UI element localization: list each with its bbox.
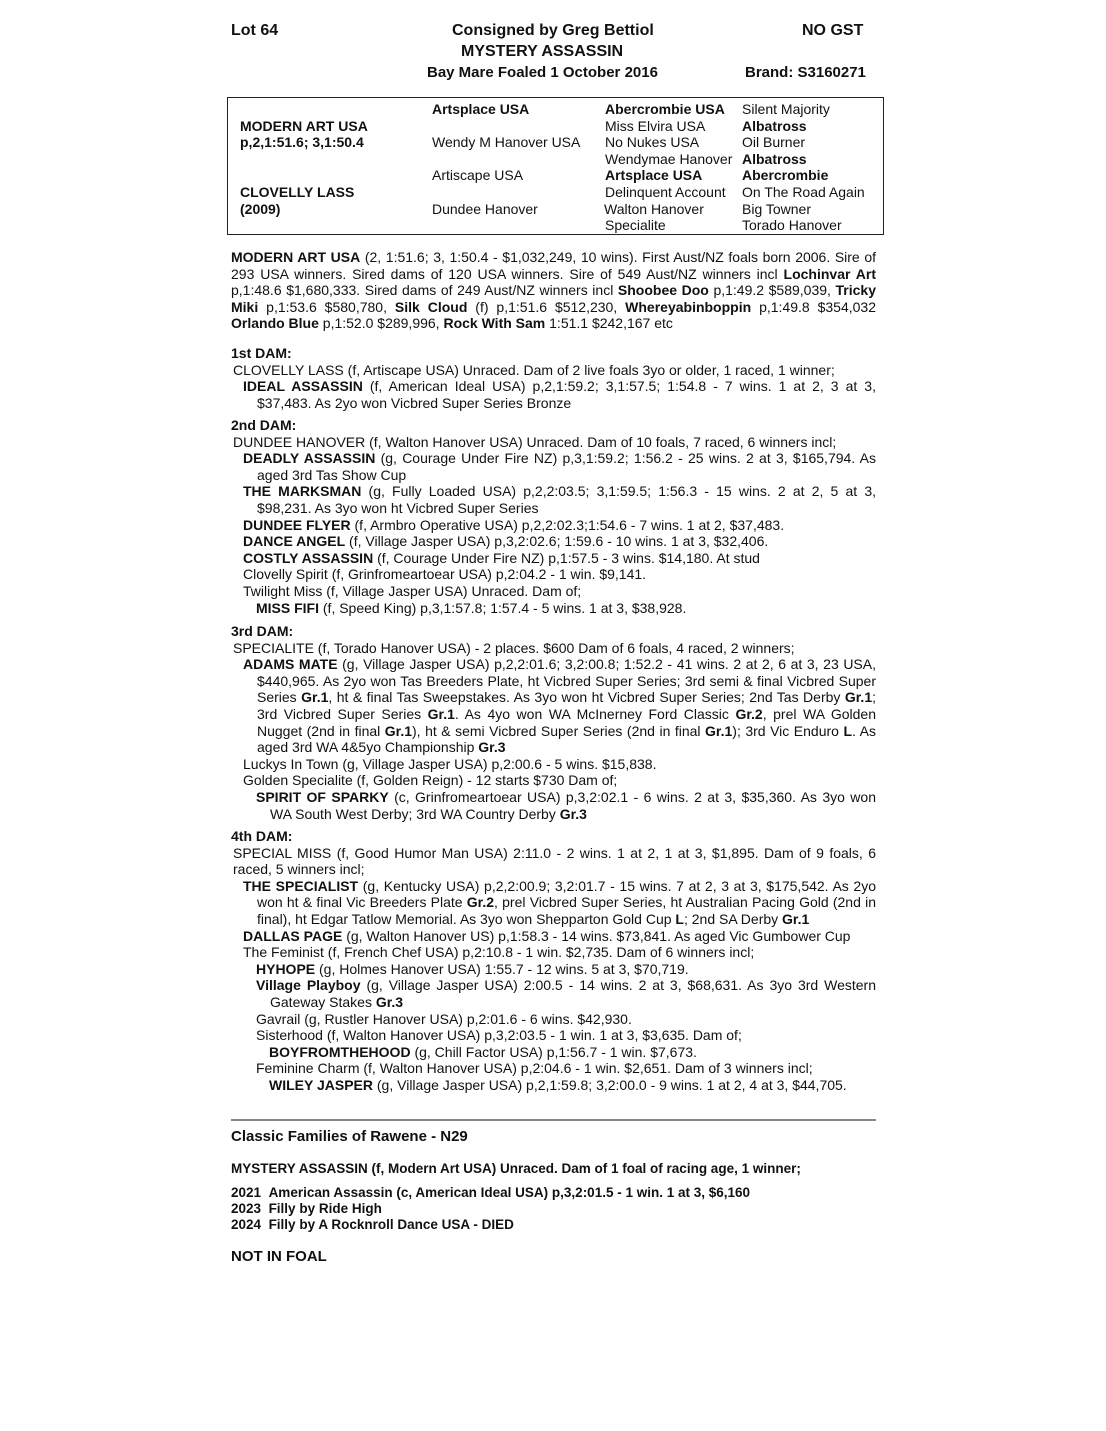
pedigree-g3: Albatross [742, 151, 807, 167]
pedigree-g3: On The Road Again [742, 184, 865, 200]
dam-heading: 1st DAM: [231, 345, 292, 361]
progeny-entry: BOYFROMTHEHOOD (g, Chill Factor USA) p,1:56.7 - 1 win. $7,673. [269, 1043, 697, 1060]
progeny-entry: THE MARKSMAN (g, Fully Loaded USA) p,2,2:03.5; 3,1:59.5; 1:56.3 - 15 wins. 2 at 2, 5 at 3, $98,231. As 3yo won ht Vicbred Super Series [243, 483, 876, 516]
pedigree-g2: Delinquent Account [605, 184, 726, 200]
progeny-entry: Sisterhood (f, Walton Hanover USA) p,3,2:03.5 - 1 win. 1 at 3, $3,635. Dam of; [256, 1027, 742, 1044]
produce-text: Filly by A Rocknroll Dance USA - DIED [268, 1217, 514, 1232]
progeny-entry: Village Playboy (g, Village Jasper USA) 2:00.5 - 14 wins. 2 at 3, $68,631. As 3yo 3rd Western Gateway Stakes Gr.3 [256, 977, 876, 1010]
lot-number: Lot 64 [231, 22, 279, 39]
progeny-entry: The Feminist (f, French Chef USA) p,2:10.8 - 1 win. $2,735. Dam of 6 winners incl; [243, 944, 755, 961]
dam-section-3 [231, 623, 876, 822]
progeny-entry: DUNDEE HANOVER (f, Walton Hanover USA) Unraced. Dam of 10 foals, 7 raced, 6 winners incl; [233, 433, 837, 450]
pedigree-g3: Albatross [742, 118, 807, 134]
dam-section-1 [231, 345, 876, 411]
progeny-entry: DANCE ANGEL (f, Village Jasper USA) p,3,2:02.6; 1:59.6 - 10 wins. 1 at 3, $32,406. [243, 533, 769, 550]
progeny-entry: ADAMS MATE (g, Village Jasper USA) p,2,2:01.6; 3,2:00.8; 1:52.2 - 41 wins. 2 at 2, 6 at 3, 23 USA, $440,965. As 2yo won Tas Breeders Plate, ht Vicbred Super Series; 3rd semi & final Vicbred Super Series Gr.1, ht & final Tas Sweepstakes. As 3yo won ht Vicbred Super Series; 2nd Tas Derby Gr.1; 3rd Vicbred Super Series Gr.1. As 4yo won WA McInerney Ford Classic Gr.2, prel WA Golden Nugget (2nd in final Gr.1), ht & semi Vicbred Super Series (2nd in final Gr.1); 3rd Vic Enduro L. As aged 3rd WA 4&5yo Championship Gr.3 [243, 656, 877, 756]
brand: Brand: S3160271 [745, 64, 866, 81]
dam-section-4 [231, 828, 876, 1094]
progeny-entry: Gavrail (g, Rustler Hanover USA) p,2:01.6 - 6 wins. $42,930. [256, 1010, 632, 1027]
pedigree-g2: Walton Hanover [604, 201, 704, 217]
dam-heading: 4th DAM: [231, 828, 293, 844]
produce-year: 2023 [231, 1201, 262, 1216]
produce-heading: MYSTERY ASSASSIN (f, Modern Art USA) Unraced. Dam of 1 foal of racing age, 1 winner; [231, 1161, 801, 1176]
pedigree-g2: Specialite [605, 217, 666, 233]
progeny-entry: Clovelly Spirit (f, Grinfromeartoear USA) p,2:04.2 - 1 win. $9,141. [243, 566, 647, 583]
dam-heading: 2nd DAM: [231, 417, 297, 433]
pedigree-g1: Artsplace USA [432, 101, 530, 117]
progeny-entry: CLOVELLY LASS (f, Artiscape USA) Unraced. Dam of 2 live foals 3yo or older, 1 raced, 1 winner; [233, 361, 835, 378]
progeny-entry: Luckys In Town (g, Village Jasper USA) p,2:00.6 - 5 wins. $15,838. [243, 755, 657, 772]
produce-record [231, 1217, 514, 1232]
progeny-entry: COSTLY ASSASSIN (f, Courage Under Fire NZ) p,1:57.5 - 3 wins. $14,180. At stud [243, 549, 760, 566]
progeny-entry: SPECIAL MISS (f, Good Humor Man USA) 2:11.0 - 2 wins. 1 at 2, 1 at 3, $1,895. Dam of 9 foals, 6 raced, 5 winners incl; [233, 844, 876, 878]
progeny-entry: IDEAL ASSASSIN (f, American Ideal USA) p,2,1:59.2; 3,1:57.5; 1:54.8 - 7 wins. 1 at 2, 3 at 3, $37,483. As 2yo won Vicbred Super Series Bronze [243, 378, 876, 411]
progeny-entry: DALLAS PAGE (g, Walton Hanover US) p,1:58.3 - 14 wins. $73,841. As aged Vic Gumbower Cup [243, 927, 851, 944]
section-divider [231, 1119, 876, 1121]
pedigree-g3: Oil Burner [742, 134, 806, 150]
pedigree-g3: Torado Hanover [742, 217, 842, 233]
dam-name: CLOVELLY LASS [240, 184, 355, 200]
pedigree-g3: Silent Majority [742, 101, 830, 117]
foal-status: NOT IN FOAL [231, 1248, 327, 1265]
family-heading: Classic Families of Rawene - N29 [231, 1128, 468, 1145]
progeny-entry: THE SPECIALIST (g, Kentucky USA) p,2,2:00.9; 3,2:01.7 - 15 wins. 7 at 2, 3 at 3, $175,542. As 2yo won ht & final Vic Breeders Plate Gr.2, prel Vicbred Super Series, ht Australian Pacing Gold (2nd in final), ht Edgar Tatlow Memorial. As 3yo won Shepparton Gold Cup L; 2nd SA Derby Gr.1 [243, 877, 876, 927]
progeny-entry: SPECIALITE (f, Torado Hanover USA) - 2 places. $600 Dam of 6 foals, 4 raced, 2 winners; [233, 639, 795, 656]
pedigree-g2: Miss Elvira USA [605, 118, 706, 134]
progeny-entry: Golden Specialite (f, Golden Reign) - 12 starts $730 Dam of; [243, 772, 618, 789]
produce-record [231, 1201, 382, 1216]
dam-year: (2009) [240, 201, 281, 217]
pedigree-g1: Dundee Hanover [432, 201, 538, 217]
pedigree-g2: Abercrombie USA [605, 101, 725, 117]
horse-name: MYSTERY ASSASSIN [461, 43, 624, 60]
horse-description: Bay Mare Foaled 1 October 2016 [427, 64, 658, 81]
produce-record [231, 1185, 750, 1200]
produce-year: 2021 [231, 1185, 262, 1200]
progeny-entry: HYHOPE (g, Holmes Hanover USA) 1:55.7 - 12 wins. 5 at 3, $70,719. [256, 960, 689, 977]
pedigree-g2: No Nukes USA [605, 134, 700, 150]
produce-text: American Assassin (c, American Ideal USA) p,3,2:01.5 - 1 win. 1 at 3, $6,160 [268, 1185, 751, 1200]
progeny-entry: WILEY JASPER (g, Village Jasper USA) p,2,1:59.8; 3,2:00.0 - 9 wins. 1 at 2, 4 at 3, $44,705. [269, 1076, 847, 1093]
progeny-entry: Feminine Charm (f, Walton Hanover USA) p,2:04.6 - 1 win. $2,651. Dam of 3 winners incl; [256, 1060, 813, 1077]
pedigree-g2: Wendymae Hanover [605, 151, 733, 167]
sire-name: MODERN ART USA [240, 118, 368, 134]
pedigree-g3: Big Towner [742, 201, 812, 217]
progeny-entry: MISS FIFI (f, Speed King) p,3,1:57.8; 1:57.4 - 5 wins. 1 at 3, $38,928. [256, 599, 687, 616]
sire-record: p,2,1:51.6; 3,1:50.4 [240, 134, 364, 150]
progeny-entry: DEADLY ASSASSIN (g, Courage Under Fire NZ) p,3,1:59.2; 1:56.2 - 25 wins. 2 at 3, $165,794. As aged 3rd Tas Show Cup [243, 450, 877, 483]
progeny-entry: SPIRIT OF SPARKY (c, Grinfromeartoear USA) p,3,2:02.1 - 6 wins. 2 at 3, $35,360. As 3yo won WA South West Derby; 3rd WA Country Derby Gr.3 [256, 788, 876, 822]
pedigree-g1: Wendy M Hanover USA [432, 134, 581, 150]
pedigree-g3: Abercrombie [742, 167, 829, 183]
progeny-entry: DUNDEE FLYER (f, Armbro Operative USA) p,2,2:02.3;1:54.6 - 7 wins. 1 at 2, $37,483. [243, 516, 785, 533]
pedigree-g2: Artsplace USA [605, 167, 703, 183]
dam-heading: 3rd DAM: [231, 623, 294, 639]
pedigree-table [227, 97, 884, 235]
dam-section-2 [231, 417, 876, 616]
consignor: Consigned by Greg Bettiol [452, 22, 654, 39]
gst-status: NO GST [802, 22, 864, 39]
progeny-entry: Twilight Miss (f, Village Jasper USA) Unraced. Dam of; [243, 582, 582, 599]
produce-text: Filly by Ride High [268, 1201, 382, 1216]
produce-year: 2024 [231, 1217, 262, 1232]
sire-summary: MODERN ART USA (2, 1:51.6; 3, 1:50.4 - $1,032,249, 10 wins). First Aust/NZ foals born 2006. Sire of 293 USA winners. Sired dams of 120 USA winners. Sire of 549 Aust/NZ winners incl Lochinvar Art p,1:48.6 $1,680,333. Sired dams of 249 Aust/NZ winners incl Shoobee Doo p,1:49.2 $589,039, Tricky Miki p,1:53.6 $580,780, Silk Cloud (f) p,1:51.6 $512,230, Whereyabinboppin p,1:49.8 $354,032 Orlando Blue p,1:52.0 $289,996, Rock With Sam 1:51.1 $242,167 etc [231, 249, 877, 332]
pedigree-g1: Artiscape USA [432, 167, 524, 183]
